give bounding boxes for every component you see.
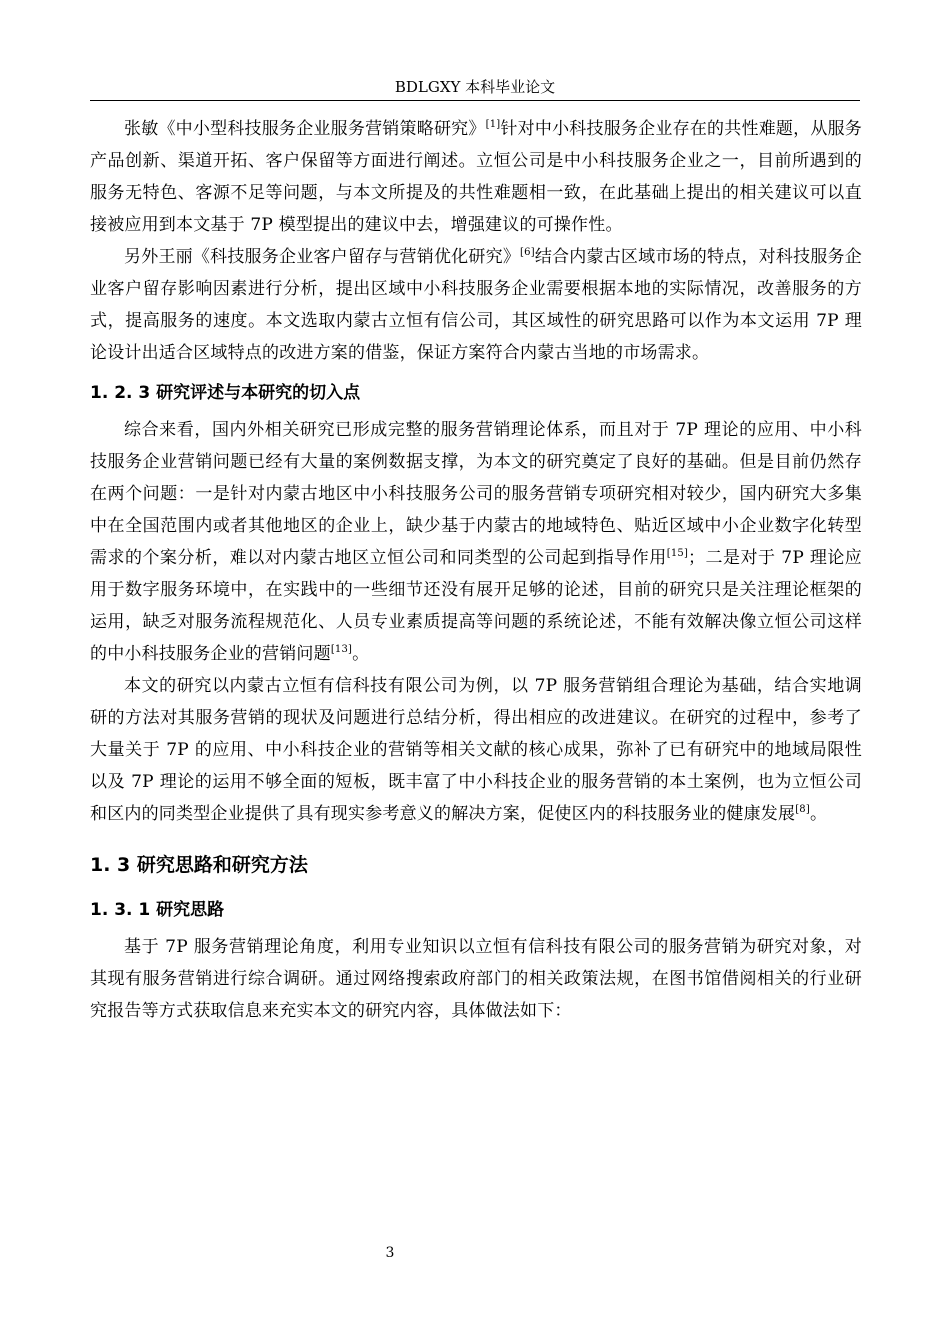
paragraph-review — [90, 414, 862, 670]
paragraph-zhang-min — [90, 113, 862, 241]
paragraph-text: 基于 7P 服务营销理论角度，利用专业知识以立恒有信科技有限公司的服务营销为研究对象，对其现有服务营销进行综合调研。通过网络搜索政府部门的相关政策法规，在图书馆借阅相关的行业研究报告等方式获取信息来充实本文的研究内容，具体做法如下： — [90, 937, 862, 1021]
citation-ref: [6] — [520, 247, 535, 258]
citation-ref: [15] — [666, 548, 689, 559]
page-number: 3 — [385, 1245, 395, 1261]
paragraph-this-study — [90, 670, 862, 830]
section-heading-1-3: 1. 3 研究思路和研究方法 — [90, 854, 308, 876]
header-rule — [90, 100, 860, 101]
paragraph-text: 另外王丽《科技服务企业客户留存与营销优化研究》 — [124, 247, 521, 267]
paragraph-text: ；二是对于 7P 理论应用于数字服务环境中，在实践中的一些细节还没有展开足够的论述，目前的研究只是关注理论框架的运用，缺乏对服务流程规范化、人员专业素质提高等问题的系统论述，不能有效解决像立恒公司这样的中小科技服务企业的营销问题 — [90, 548, 862, 664]
paragraph-text: 结合内蒙古区域市场的特点，对科技服务企业客户留存影响因素进行分析，提出区域中小科技服务企业需要根据本地的实际情况，改善服务的方式，提高服务的速度。本文选取内蒙古立恒有信公司，其区域性的研究思路可以作为本文运用 7P 理论设计出适合区域特点的改进方案的借鉴，保证方案符合内蒙古当地的市场需求。 — [90, 247, 862, 363]
paragraph-text: 。 — [352, 644, 370, 664]
citation-ref: [1] — [485, 119, 501, 130]
citation-ref: [13] — [330, 644, 353, 655]
citation-ref: [8] — [795, 804, 810, 815]
page-header: BDLGXY 本科毕业论文 — [394, 78, 556, 96]
section-heading-1-3-1: 1. 3. 1 研究思路 — [90, 900, 225, 920]
section-heading-1-2-3: 1. 2. 3 研究评述与本研究的切入点 — [90, 383, 361, 403]
paragraph-wang-li — [90, 241, 862, 369]
paragraph-research-approach — [90, 931, 862, 1027]
main-content — [90, 113, 862, 1027]
paragraph-text: 张敏《中小型科技服务企业服务营销策略研究》 — [124, 119, 486, 139]
paragraph-text: 。 — [809, 804, 828, 824]
paragraph-text: 针对中小科技服务企业存在的共性难题，从服务产品创新、渠道开拓、客户保留等方面进行阐述。立恒公司是中小科技服务企业之一，目前所遇到的服务无特色、客源不足等问题，与本文所提及的共性难题相一致，在此基础上提出的相关建议可以直接被应用到本文基于 7P 模型提出的建议中去，增强建议的可操作性。 — [90, 119, 863, 235]
paragraph-text: 综合来看，国内外相关研究已形成完整的服务营销理论体系，而且对于 7P 理论的应用、中小科技服务企业营销问题已经有大量的案例数据支撑，为本文的研究奠定了良好的基础。但是目前仍然存在两个问题：一是针对内蒙古地区中小科技服务公司的服务营销专项研究相对较少，国内研究大多集中在全国范围内或者其他地区的企业上，缺少基于内蒙古的地域特色、贴近区域中小企业数字化转型需求的个案分析，难以对内蒙古地区立恒公司和同类型的公司起到指导作用 — [90, 420, 862, 568]
paragraph-text: 本文的研究以内蒙古立恒有信科技有限公司为例，以 7P 服务营销组合理论为基础，结合实地调研的方法对其服务营销的现状及问题进行总结分析，得出相应的改进建议。在研究的过程中，参考了大量关于 7P 的应用、中小科技企业的营销等相关文献的核心成果，弥补了已有研究中的地域局限性以及 7P 理论的运用不够全面的短板，既丰富了中小科技企业的服务营销的本土案例，也为立恒公司和区内的同类型企业提供了具有现实参考意义的解决方案，促使区内的科技服务业的健康发展 — [90, 676, 862, 824]
